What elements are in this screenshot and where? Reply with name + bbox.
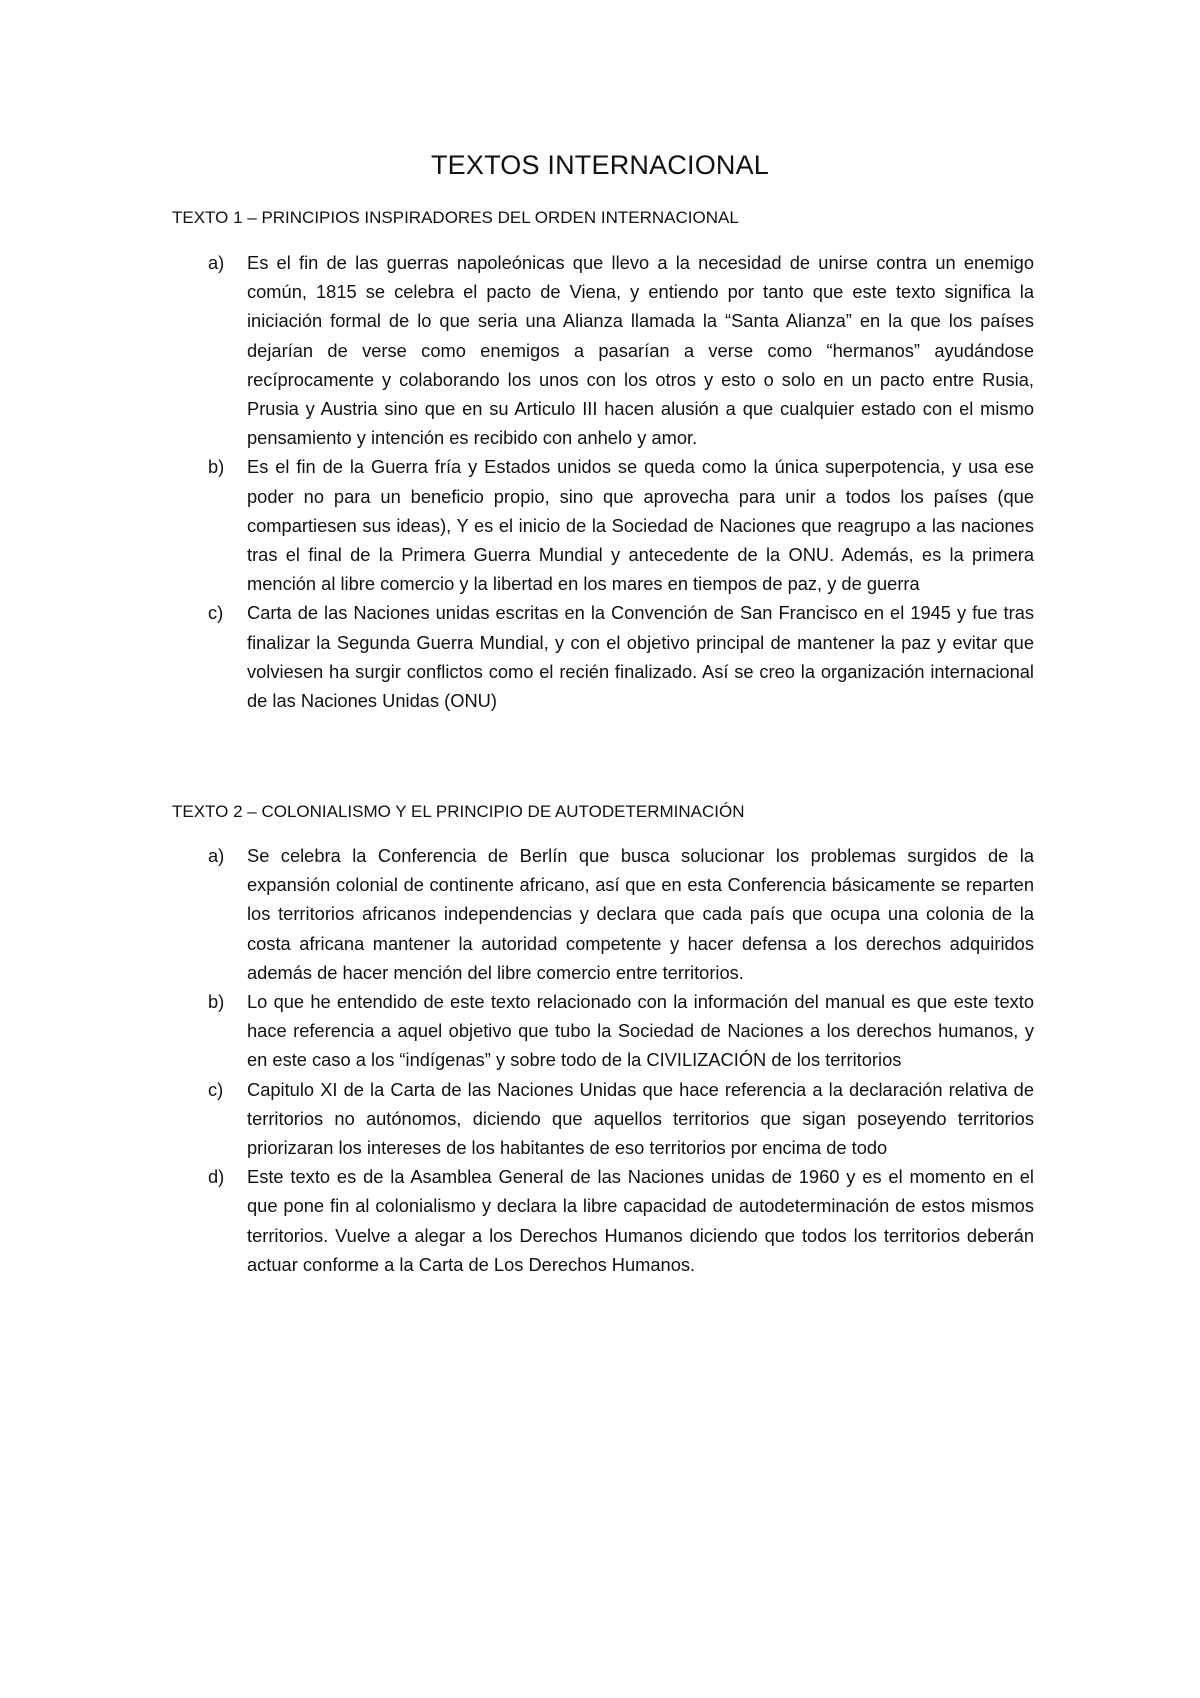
list-item xyxy=(172,452,1034,598)
list-item xyxy=(172,987,1034,1075)
list-item-text: Este texto es de la Asamblea General de las Naciones unidas de 1960 y es el momento en el que pone fin al colonialismo y declara la libre capacidad de autodeterminación de estos mismos territorios. Vuelve a alegar a los Derechos Humanos diciendo que todos los territorios deberán actuar conforme a la Carta de Los Derechos Humanos. xyxy=(247,1166,1034,1275)
list-item xyxy=(172,598,1034,715)
section-heading-texto-2: TEXTO 2 – COLONIALISMO Y EL PRINCIPIO DE AUTODETERMINACIÓN xyxy=(172,802,745,821)
list-marker: d) xyxy=(208,1166,225,1188)
list-marker: a) xyxy=(208,252,225,273)
list-item xyxy=(172,1162,1034,1279)
list-marker: c) xyxy=(208,1078,224,1100)
list-item-text: Se celebra la Conferencia de Berlín que busca solucionar los problemas surgidos de la expansión colonial de continente africano, así que en esta Conferencia básicamente se reparten los territorios africanos independencias y declara que cada país que ocupa una colonia de la costa africana mantener la autoridad competente y hacer defensa a los derechos adquiridos además de hacer mención del libre comercio entre territorios. xyxy=(247,845,1034,983)
list-marker: c) xyxy=(208,602,224,624)
list-item xyxy=(172,841,1034,987)
list-item xyxy=(172,1075,1034,1163)
list-item-text: Es el fin de las guerras napoleónicas que llevo a la necesidad de unirse contra un enemigo común, 1815 se celebra el pacto de Viena, y entiendo por tanto que este texto significa la iniciación formal de lo que seria una Alianza llamada la “Santa Alianza” en la que los países dejarían de verse como enemigos a pasarían a verse como “hermanos” ayudándose recíprocamente y colaborando los unos con los otros y esto o solo en un pacto entre Rusia, Prusia y Austria sino que en su Articulo III hacen alusión a que cualquier estado con el mismo pensamiento y intención es recibido con anhelo y amor. xyxy=(247,252,1034,449)
section-heading-texto-1: TEXTO 1 – PRINCIPIOS INSPIRADORES DEL ORDEN INTERNACIONAL xyxy=(172,208,739,227)
document-title: TEXTOS INTERNACIONAL xyxy=(430,150,770,180)
list-item-text: Es el fin de la Guerra fría y Estados unidos se queda como la única superpotencia, y usa ese poder no para un beneficio propio, sino que aprovecha para unir a todos los países (que compartiesen sus ideas), Y es el inicio de la Sociedad de Naciones que reagrupo a las naciones tras el final de la Primera Guerra Mundial y antecedente de la ONU. Además, es la primera mención al libre comercio y la libertad en los mares en tiempos de paz, y de guerra xyxy=(247,456,1034,595)
list-marker: a) xyxy=(208,845,225,866)
list-item-text: Capitulo XI de la Carta de las Naciones Unidas que hace referencia a la declaración relativa de territorios no autónomos, diciendo que aquellos territorios que sigan poseyendo territorios priorizaran los intereses de los habitantes de eso territorios por encima de todo xyxy=(247,1078,1034,1159)
list-marker: b) xyxy=(208,456,225,478)
list-item xyxy=(172,248,1034,452)
list-item-text: Carta de las Naciones unidas escritas en la Convención de San Francisco en el 1945 y fue tras finalizar la Segunda Guerra Mundial, y con el objetivo principal de mantener la paz y evitar que volviesen ha surgir conflictos como el recién finalizado. Así se creo la organización internacional de las Naciones Unidas (ONU) xyxy=(247,602,1034,712)
section-2-list xyxy=(172,841,1034,1279)
list-item-text: Lo que he entendido de este texto relacionado con la información del manual es que este texto hace referencia a aquel objetivo que tubo la Sociedad de Naciones a los derechos humanos, y en este caso a los “indígenas” y sobre todo de la CIVILIZACIÓN de los territorios xyxy=(247,991,1034,1071)
list-marker: b) xyxy=(208,991,225,1013)
section-1-list xyxy=(172,248,1034,715)
